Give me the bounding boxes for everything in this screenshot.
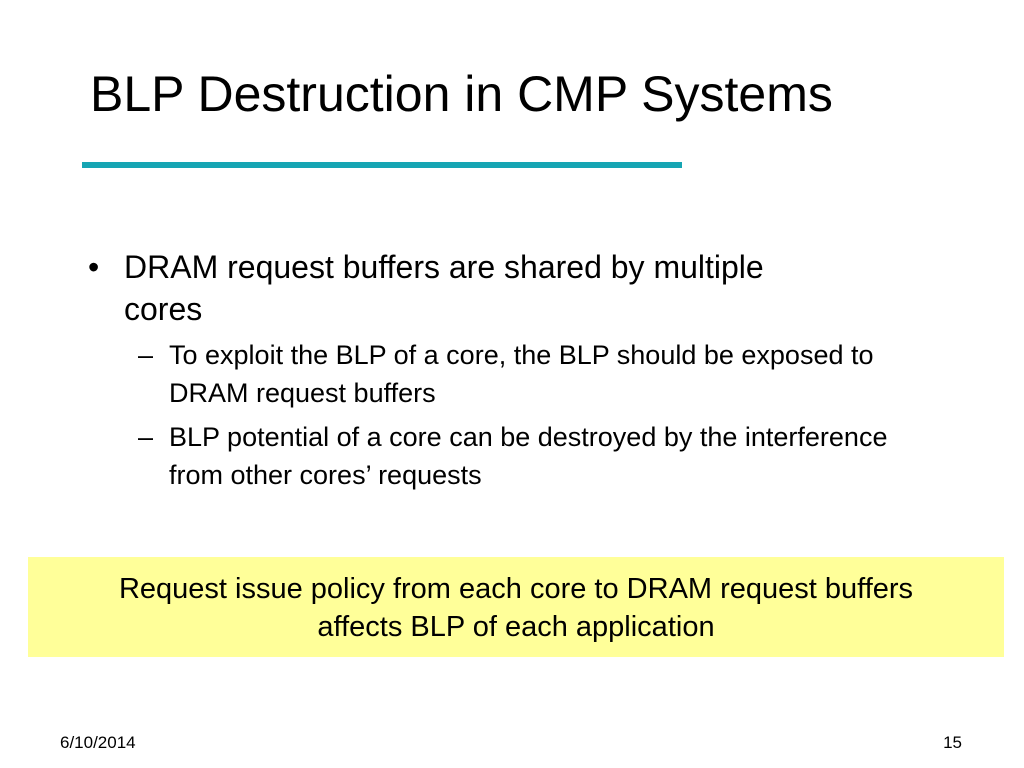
callout-line-2: affects BLP of each application <box>317 611 715 643</box>
bullet-text: DRAM request buffers are shared by multiple cores <box>124 249 764 327</box>
footer-date: 6/10/2014 <box>60 733 136 752</box>
callout-line-1: Request issue policy from each core to DRAM request buffers <box>118 573 914 605</box>
title-underline-rule <box>82 162 682 168</box>
slide-title: BLP Destruction in CMP Systems <box>90 66 833 122</box>
sub-bullet-item <box>124 336 1024 412</box>
dash-icon: – <box>138 340 154 370</box>
sub-bullet-text: To exploit the BLP of a core, the BLP should be exposed to DRAM request buffers <box>169 340 874 408</box>
bullet-dot-icon: • <box>88 249 100 285</box>
sub-bullet-text: BLP potential of a core can be destroyed by the interference from other cores’ requests <box>169 422 888 490</box>
footer-page-number: 15 <box>943 733 962 752</box>
highlight-callout-box <box>28 557 1004 657</box>
bullet-list <box>0 246 1024 500</box>
dash-icon: – <box>138 422 154 452</box>
sub-bullet-list <box>124 336 1024 494</box>
bullet-item <box>0 246 1024 494</box>
sub-bullet-item <box>124 418 1024 494</box>
